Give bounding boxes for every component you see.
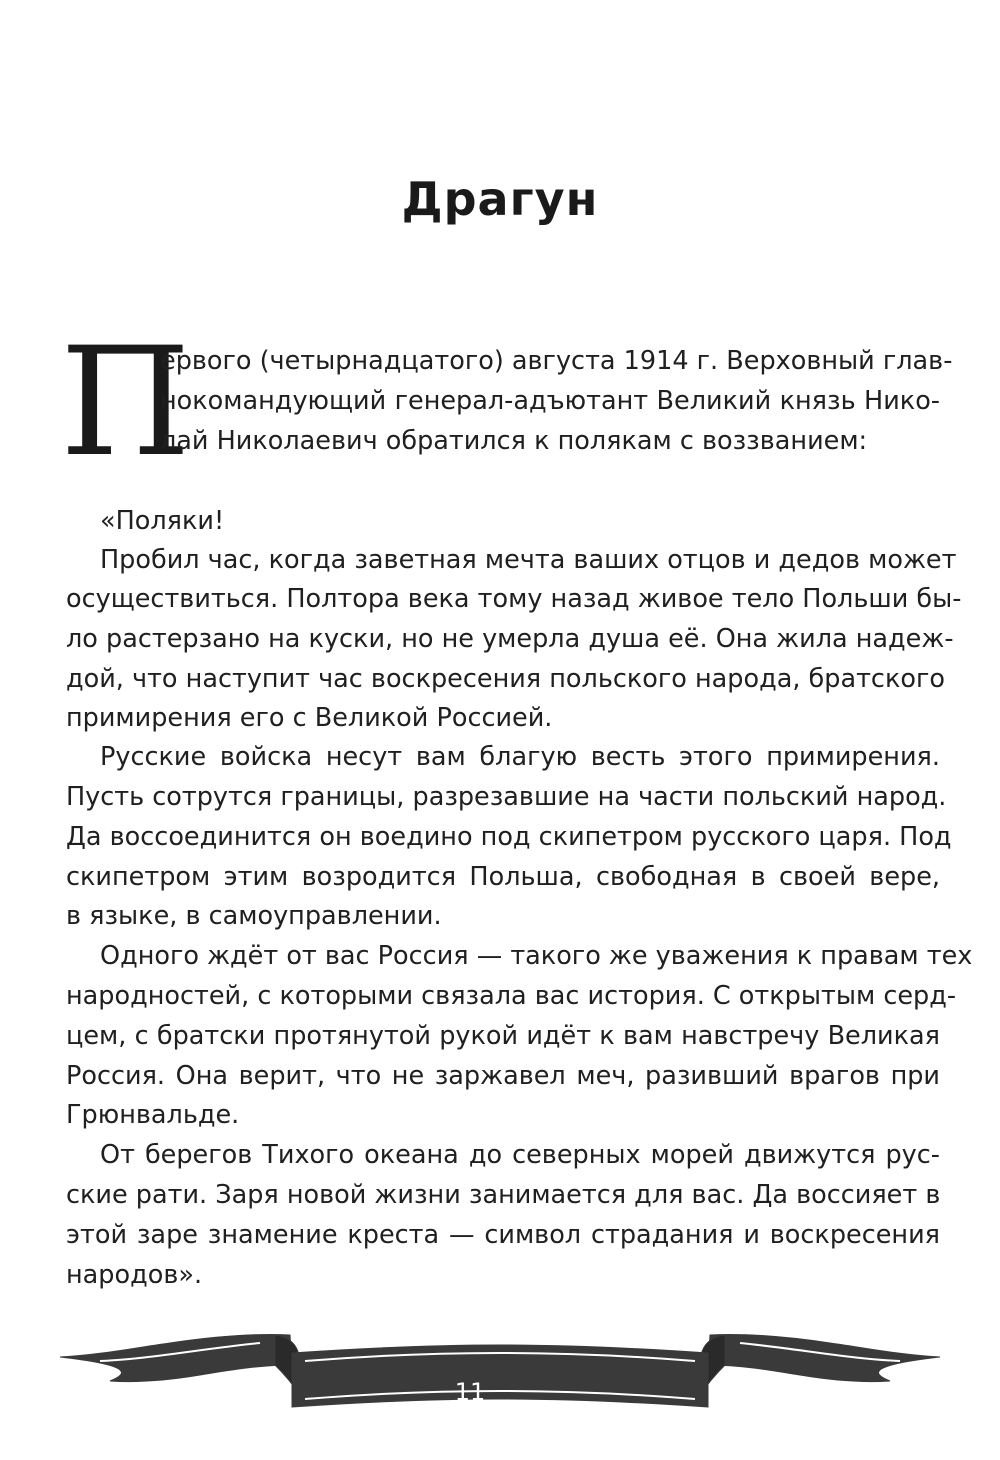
paragraph-line: От берегов Тихого океана до северных морей движутся рус-	[100, 1140, 940, 1170]
paragraph-line: цем, с братски протянутой рукой идёт к вам навстречу Великая	[66, 1021, 940, 1051]
paragraph-line: Да воссоединится он воедино под скипетром русского царя. Под	[66, 822, 952, 852]
paragraph-line: осуществиться. Полтора века тому назад живое тело Польши бы-	[66, 584, 962, 614]
paragraph-line: Пробил час, когда заветная мечта ваших отцов и дедов может	[100, 545, 957, 575]
paragraph-line: народов».	[66, 1260, 203, 1290]
paragraph-line: примирения его с Великой Россией.	[66, 703, 553, 733]
paragraph-line: Пусть сотрутся границы, разрезавшие на части польский народ.	[66, 782, 947, 812]
drop-cap: П	[60, 316, 191, 490]
paragraph-line: Грюнвальде.	[66, 1100, 240, 1130]
paragraph-line: Русские войска несут вам благую весть этого примирения.	[100, 742, 940, 772]
paragraph-line: Одного ждёт от вас Россия — такого же уважения к правам тех	[100, 941, 973, 971]
paragraph-line: Россия. Она верит, что не заржавел меч, разивший врагов при	[66, 1061, 940, 1091]
page-number: 11	[454, 1378, 486, 1406]
paragraph-line: дой, что наступит час воскресения польского народа, братского	[66, 664, 945, 694]
ribbon-left-tail	[60, 1334, 292, 1381]
paragraph-line: народностей, с которыми связала вас история. С открытым серд-	[66, 981, 957, 1011]
paragraph-line: этой заре знамение креста — символ страдания и воскресения	[66, 1220, 940, 1250]
ribbon-right-tail	[708, 1334, 940, 1381]
paragraph-line: ервого (четырнадцатого) августа 1914 г. Верховный глав-	[160, 346, 953, 376]
paragraph-line: нокомандующий генерал-адъютант Великий князь Нико-	[160, 386, 940, 416]
paragraph-line: в языке, в самоуправлении.	[66, 901, 442, 931]
paragraph-line: лай Николаевич обратился к полякам с воззванием:	[160, 426, 868, 456]
address-line: «Поляки!	[100, 506, 225, 536]
paragraph-line: скипетром этим возродится Польша, свободная в своей вере,	[66, 862, 940, 892]
chapter-title: Драгун	[401, 172, 599, 226]
paragraph-line: ло растерзано на куски, но не умерла душа её. Она жила надеж-	[66, 624, 954, 654]
paragraph-line: ские рати. Заря новой жизни занимается для вас. Да воссияет в	[66, 1180, 941, 1210]
